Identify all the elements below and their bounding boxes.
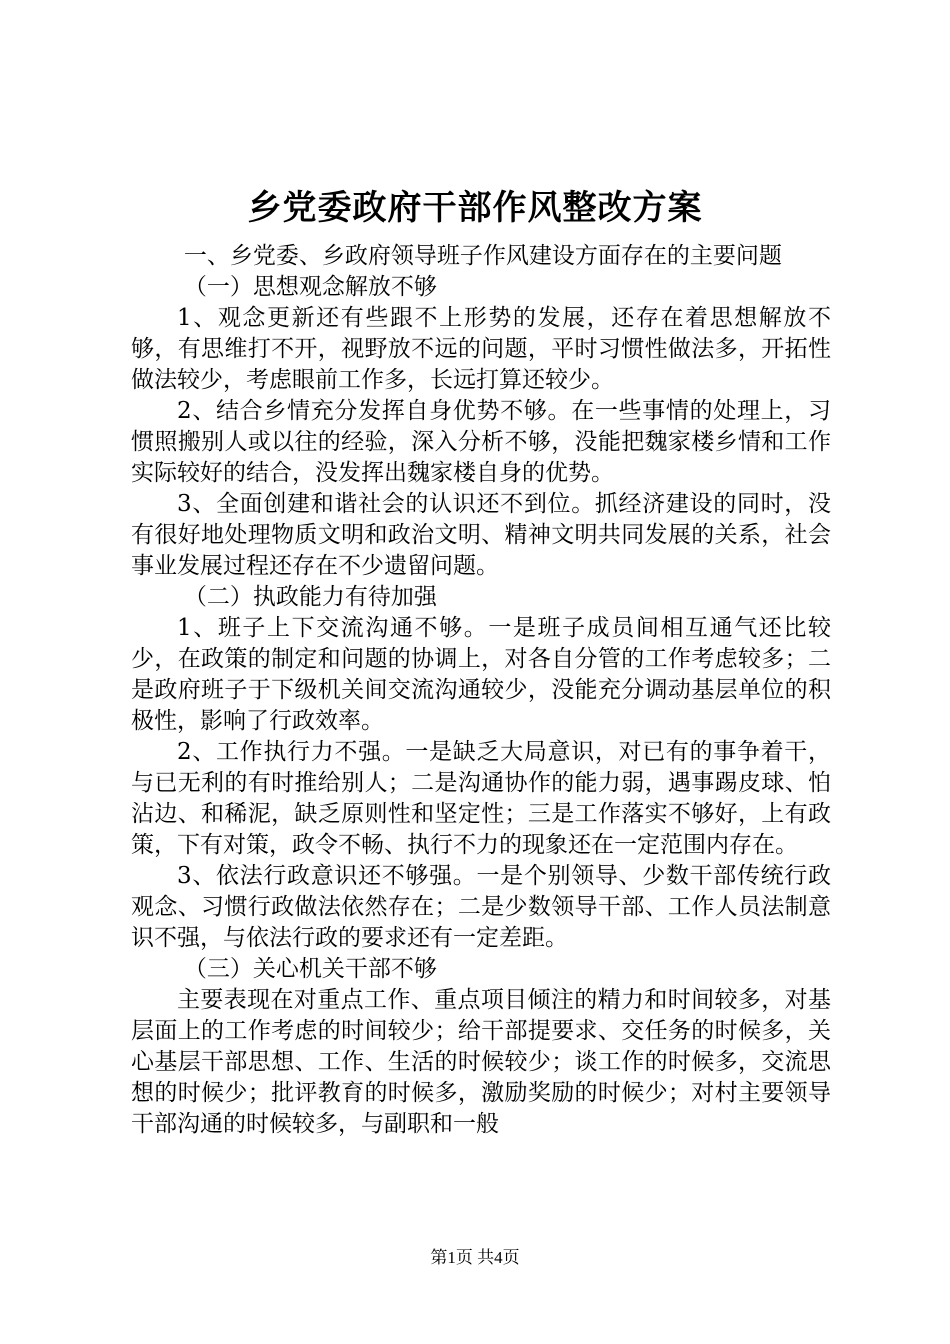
paragraph: 3、依法行政意识还不够强。一是个别领导、少数干部传统行政观念、习惯行政做法依然存在；二是少数领导干部、工作人员法制意识不强，与依法行政的要求还有一定差距。: [131, 863, 831, 951]
paragraph: 2、工作执行力不强。一是缺乏大局意识，对已有的事争着干，与已无利的有时推给别人；二是沟通协作的能力弱，遇事踢皮球、怕沾边、和稀泥，缺乏原则性和坚定性；三是工作落实不够好，上有政策，下有对策，政令不畅、执行不力的现象还在一定范围内存在。: [131, 739, 831, 858]
section-heading-1: 一、乡党委、乡政府领导班子作风建设方面存在的主要问题: [183, 243, 782, 269]
page-footer: 第1页 共4页: [430, 1248, 520, 1267]
paragraph: 1、观念更新还有些跟不上形势的发展，还存在着思想解放不够，有思维打不开，视野放不远的问题，平时习惯性做法多，开拓性做法较少，考虑眼前工作多，长远打算还较少。: [131, 305, 831, 393]
subsection-heading-3: （三）关心机关干部不够: [183, 956, 437, 982]
paragraph: 主要表现在对重点工作、重点项目倾注的精力和时间较多，对基层面上的工作考虑的时间较少；给干部提要求、交任务的时候多，关心基层干部思想、工作、生活的时候较少；谈工作的时候多，交流思想的时候少；批评教育的时候多，激励奖励的时候少；对村主要领导干部沟通的时候较多，与副职和一般: [131, 987, 831, 1137]
paragraph: 3、全面创建和谐社会的认识还不到位。抓经济建设的同时，没有很好地处理物质文明和政治文明、精神文明共同发展的关系，社会事业发展过程还存在不少遗留问题。: [131, 491, 831, 579]
document-body: [131, 241, 831, 1140]
subsection-heading-2: （二）执政能力有待加强: [183, 584, 437, 610]
subsection-heading-1: （一）思想观念解放不够: [183, 274, 437, 300]
document-title: 乡党委政府干部作风整改方案: [247, 188, 703, 228]
paragraph: 1、班子上下交流沟通不够。一是班子成员间相互通气还比较少，在政策的制定和问题的协调上，对各自分管的工作考虑较多；二是政府班子于下级机关间交流沟通较少，没能充分调动基层单位的积极性，影响了行政效率。: [131, 615, 831, 734]
paragraph: 2、结合乡情充分发挥自身优势不够。在一些事情的处理上，习惯照搬别人或以往的经验，深入分析不够，没能把魏家楼乡情和工作实际较好的结合，没发挥出魏家楼自身的优势。: [131, 398, 831, 486]
